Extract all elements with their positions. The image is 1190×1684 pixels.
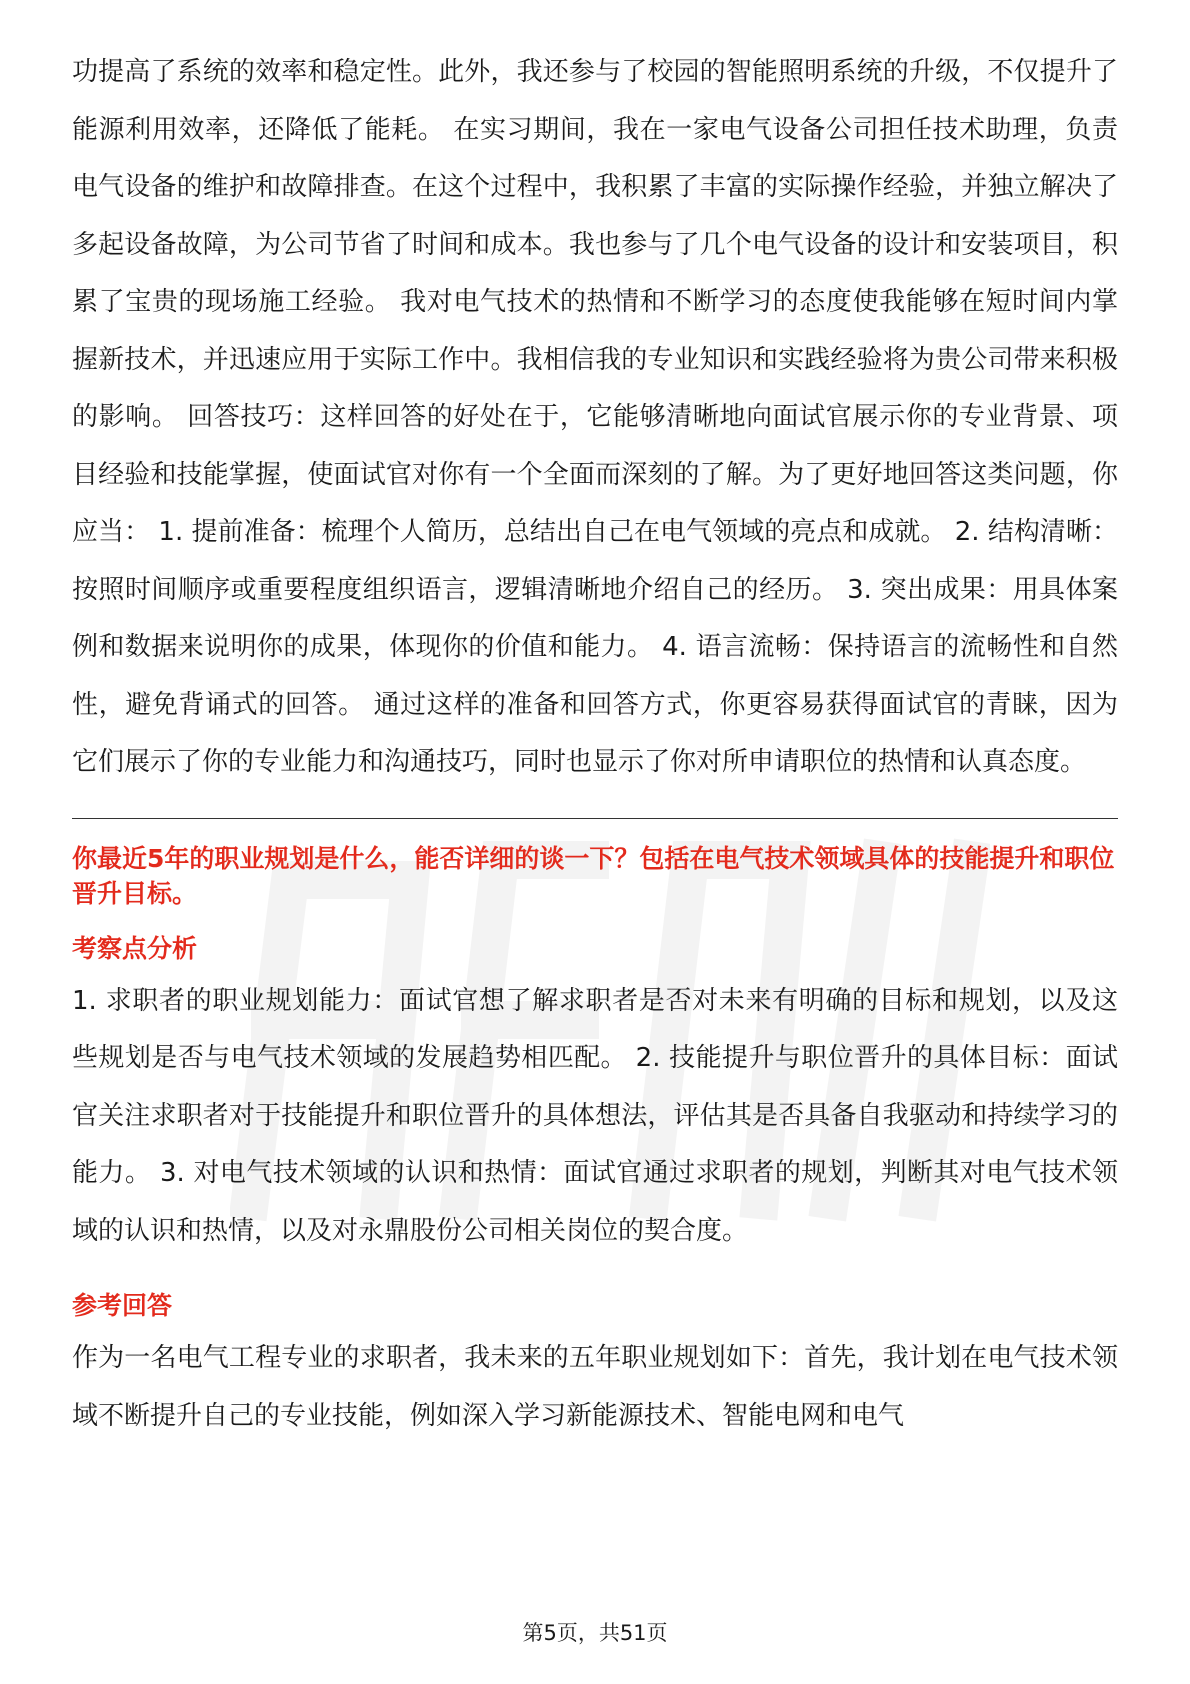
intro-paragraph: 功提高了系统的效率和稳定性。此外，我还参与了校园的智能照明系统的升级，不仅提升了能源利用效率，还降低了能耗。 在实习期间，我在一家电气设备公司担任技术助理，负责电气设备的维护和故障排查。在这个过程中，我积累了丰富的实际操作经验，并独立解决了多起设备故障，为公司节省了时间和成本。我也参与了几个电气设备的设计和安装项目，积累了宝贵的现场施工经验。 我对电气技术的热情和不断学习的态度使我能够在短时间内掌握新技术，并迅速应用于实际工作中。我相信我的专业知识和实践经验将为贵公司带来积极的影响。 回答技巧：这样回答的好处在于，它能够清晰地向面试官展示你的专业背景、项目经验和技能掌握，使面试官对你有一个全面而深刻的了解。为了更好地回答这类问题，你应当： 1. 提前准备：梳理个人简历，总结出自己在电气领域的亮点和成就。 2. 结构清晰：按照时间顺序或重要程度组织语言，逻辑清晰地介绍自己的经历。 3. 突出成果：用具体案例和数据来说明你的成果，体现你的价值和能力。 4. 语言流畅：保持语言的流畅性和自然性，避免背诵式的回答。 通过这样的准备和回答方式，你更容易获得面试官的青睐，因为它们展示了你的专业能力和沟通技巧，同时也显示了你对所申请职位的热情和认真态度。 bbox=[72, 57, 1118, 777]
page-number: 第5页，共51页 bbox=[522, 1621, 668, 1645]
analysis-paragraph: 1. 求职者的职业规划能力：面试官想了解求职者是否对未来有明确的目标和规划，以及这些规划是否与电气技术领域的发展趋势相匹配。 2. 技能提升与职位晋升的具体目标：面试官关注求职者对于技能提升和职位晋升的具体想法，评估其是否具备自我驱动和持续学习的能力。 3. 对电气技术领域的认识和热情：面试官通过求职者的规划，判断其对电气技术领域的认识和热情，以及对永鼎股份公司相关岗位的契合度。 bbox=[72, 985, 1118, 1246]
section-divider bbox=[72, 818, 1118, 819]
analysis-heading: 考察点分析 bbox=[72, 933, 198, 963]
interview-question: 你最近5年的职业规划是什么，能否详细的谈一下？包括在电气技术领域具体的技能提升和职位晋升目标。 bbox=[72, 843, 1115, 908]
answer-heading: 参考回答 bbox=[72, 1291, 173, 1320]
document-body bbox=[72, 44, 1118, 1445]
answer-paragraph: 作为一名电气工程专业的求职者，我未来的五年职业规划如下：首先，我计划在电气技术领域不断提升自己的专业技能，例如深入学习新能源技术、智能电网和电气 bbox=[72, 1343, 1118, 1431]
